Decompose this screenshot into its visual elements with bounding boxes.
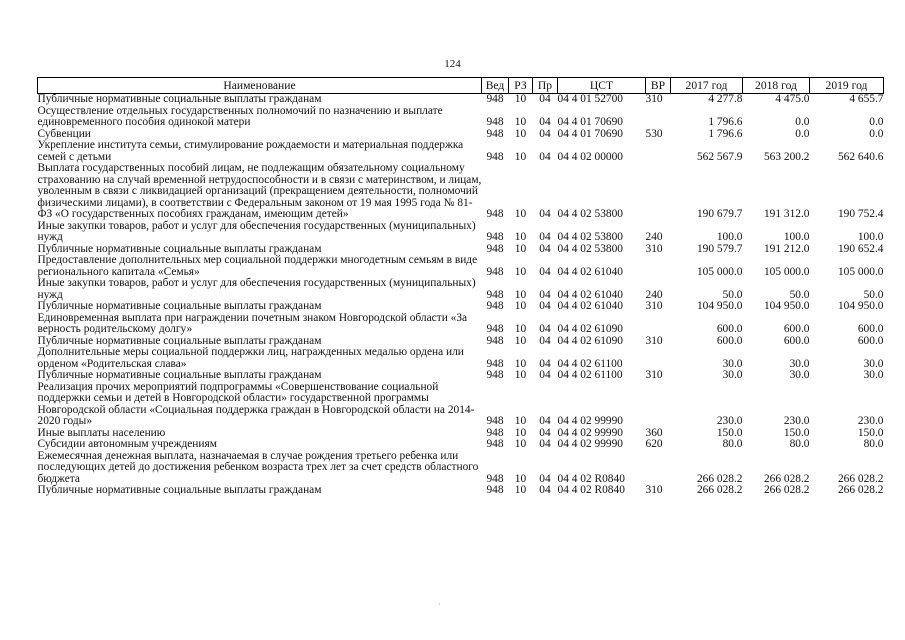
cell-name: Выплата государственных пособий лицам, не подлежащим обязательному социальному страхованию на случай временной нетрудоспособности и в связи с материнством, и лицам, уволенным в связи с ликвидацией организаций (прекращением деятельности, полномочий физическими лицами), в соответствии с Федеральным законом от 19 мая 1995 года № 81-ФЗ «О государственных пособиях гражданам, имеющим детей»	[37, 162, 482, 220]
cell-y2017: 80.0	[722, 438, 743, 450]
cell-y2018: 563 200.2	[763, 150, 810, 163]
cell-name: Публичные нормативные социальные выплаты гражданам	[37, 93, 322, 105]
cell-y2017: 600.0	[716, 323, 743, 335]
cell-ved: 948	[486, 438, 504, 450]
cell-y2019: 30.0	[863, 369, 884, 381]
cell-vr	[646, 347, 671, 370]
cell-cst: 04 4 02 R0840	[557, 484, 625, 496]
cell-pr: 04	[539, 426, 551, 439]
page-number: 124	[444, 58, 461, 70]
cell-vr	[646, 140, 671, 163]
cell-vr	[646, 451, 671, 486]
cell-cst: 04 4 02 00000	[557, 150, 623, 163]
scan-mark: ·	[438, 600, 441, 609]
cell-rz: 10	[514, 369, 527, 381]
cell-y2019: 230.0	[857, 415, 884, 427]
cell-pr: 04	[539, 116, 551, 128]
header-ved: Вед	[482, 78, 509, 94]
cell-pr: 04	[539, 484, 551, 496]
cell-name: Публичные нормативные социальные выплаты гражданам	[37, 300, 322, 312]
cell-y2017: 230.0	[716, 415, 743, 427]
cell-y2019: 190 752.4	[837, 208, 884, 220]
cell-pr: 04	[539, 415, 551, 427]
table-header	[38, 78, 884, 94]
cell-rz: 10	[514, 357, 527, 370]
table-row	[38, 106, 884, 129]
cell-y2019: 150.0	[857, 426, 884, 439]
cell-rz: 10	[514, 242, 527, 255]
table-row	[38, 221, 884, 244]
header-name: Наименование	[38, 78, 482, 94]
cell-name: Предоставление дополнительных мер социальной поддержки многодетным семьям в виде регионального капитала «Семья»	[37, 254, 478, 278]
cell-y2018: 105 000.0	[763, 265, 810, 278]
cell-rz: 10	[514, 300, 527, 312]
cell-vr	[646, 106, 671, 129]
cell-cst: 04 4 02 53800	[557, 208, 623, 220]
cell-cst: 04 4 01 70690	[557, 116, 623, 128]
table-row	[38, 439, 884, 451]
cell-y2017: 150.0	[716, 426, 743, 439]
cell-name: Иные закупки товаров, работ и услуг для обеспечения государственных (муниципальных) нужд	[37, 277, 476, 301]
cell-pr: 04	[539, 208, 551, 220]
cell-y2017: 104 950.0	[696, 300, 743, 312]
cell-ved: 948	[486, 93, 504, 105]
cell-y2018: 0.0	[795, 127, 810, 140]
cell-rz: 10	[514, 472, 527, 485]
cell-y2017: 100.0	[716, 231, 743, 243]
cell-pr: 04	[539, 323, 551, 335]
cell-vr: 310	[645, 484, 663, 496]
cell-vr: 240	[645, 231, 663, 243]
cell-y2017: 266 028.2	[696, 472, 743, 485]
cell-vr: 240	[645, 288, 663, 301]
cell-vr: 310	[645, 334, 663, 347]
cell-y2018: 230.0	[783, 415, 810, 427]
cell-y2018: 100.0	[783, 231, 810, 243]
cell-name: Публичные нормативные социальные выплаты гражданам	[37, 369, 322, 381]
cell-ved: 948	[486, 472, 504, 485]
header-2018: 2018 год	[743, 78, 810, 94]
cell-name: Реализация прочих мероприятий подпрограммы «Совершенствование социальной поддержки семьи и детей в Новгородской области» государственной программы Новгородской области «Социальная поддержка граждан в Новгородской области на 2014-2020 годы»	[37, 380, 475, 427]
cell-vr: 620	[645, 438, 663, 450]
table-row	[38, 301, 884, 313]
cell-name: Единовременная выплата при награждении почетным знаком Новгородской области «За верность родительскому долгу»	[37, 311, 468, 335]
table-row	[38, 370, 884, 382]
cell-name: Публичные нормативные социальные выплаты гражданам	[37, 334, 322, 347]
cell-ved: 948	[486, 208, 504, 220]
cell-vr	[646, 382, 671, 428]
cell-y2017: 266 028.2	[696, 484, 743, 496]
cell-y2019: 30.0	[863, 357, 884, 370]
cell-pr: 04	[539, 357, 551, 370]
cell-rz: 10	[514, 116, 527, 128]
cell-ved: 948	[486, 334, 504, 347]
table-row	[38, 255, 884, 278]
cell-rz: 10	[514, 150, 527, 163]
cell-rz: 10	[514, 323, 527, 335]
cell-y2018: 191 312.0	[763, 208, 810, 220]
cell-rz: 10	[514, 415, 527, 427]
cell-ved: 948	[486, 242, 504, 255]
cell-y2017: 30.0	[722, 369, 743, 381]
cell-vr	[646, 313, 671, 336]
cell-y2017: 50.0	[722, 288, 743, 301]
cell-cst: 04 4 02 61040	[557, 288, 623, 301]
cell-ved: 948	[486, 127, 504, 140]
budget-table	[37, 77, 884, 497]
cell-ved: 948	[486, 426, 504, 439]
cell-y2019: 266 028.2	[837, 472, 884, 485]
cell-y2017: 1 796.6	[708, 116, 743, 128]
cell-name: Дополнительные меры социальной поддержки лиц, награжденных медалью ордена или орденом «Родительская слава»	[37, 346, 464, 370]
cell-vr: 310	[645, 300, 663, 312]
cell-cst: 04 4 02 53800	[557, 242, 623, 255]
cell-y2019: 600.0	[857, 323, 884, 335]
cell-pr: 04	[539, 127, 551, 140]
cell-rz: 10	[514, 265, 527, 278]
cell-rz: 10	[514, 484, 527, 496]
cell-y2019: 0.0	[869, 127, 884, 140]
cell-cst: 04 4 02 R0840	[557, 472, 625, 485]
cell-ved: 948	[486, 116, 504, 128]
cell-name: Субвенции	[37, 127, 91, 140]
cell-vr: 310	[645, 242, 663, 255]
cell-y2018: 80.0	[789, 438, 810, 450]
cell-name: Укрепление института семьи, стимулирование рождаемости и материальная поддержка семей с детьми	[37, 139, 464, 163]
cell-vr: 310	[645, 93, 663, 105]
cell-cst: 04 4 02 99990	[557, 438, 623, 450]
cell-ved: 948	[486, 369, 504, 381]
cell-ved: 948	[486, 300, 504, 312]
cell-ved: 948	[486, 484, 504, 496]
cell-cst: 04 4 02 61100	[557, 357, 623, 370]
cell-name: Осуществление отдельных государственных полномочий по назначению и выплате единовременного пособия одинокой матери	[37, 104, 443, 128]
cell-y2018: 266 028.2	[763, 472, 810, 485]
cell-y2018: 266 028.2	[763, 484, 810, 496]
cell-pr: 04	[539, 288, 551, 301]
cell-y2019: 105 000.0	[837, 265, 884, 278]
cell-rz: 10	[514, 426, 527, 439]
cell-cst: 04 4 02 53800	[557, 231, 623, 243]
header-2017: 2017 год	[671, 78, 743, 94]
cell-ved: 948	[486, 231, 504, 243]
cell-rz: 10	[514, 208, 527, 220]
cell-y2019: 100.0	[857, 231, 884, 243]
cell-name: Иные выплаты населению	[37, 426, 166, 439]
table-row	[38, 347, 884, 370]
cell-cst: 04 4 02 61040	[557, 300, 623, 312]
table-row	[38, 163, 884, 221]
cell-y2017: 30.0	[722, 357, 743, 370]
cell-vr: 360	[645, 426, 663, 439]
cell-name: Публичные нормативные социальные выплаты гражданам	[37, 242, 322, 255]
table-row	[38, 313, 884, 336]
cell-y2018: 30.0	[789, 357, 810, 370]
cell-ved: 948	[486, 357, 504, 370]
cell-y2019: 4 655.7	[849, 93, 884, 105]
cell-vr	[646, 163, 671, 221]
cell-y2018: 191 212.0	[763, 242, 810, 255]
cell-y2017: 1 796.6	[708, 127, 743, 140]
cell-pr: 04	[539, 265, 551, 278]
header-rz: РЗ	[509, 78, 533, 94]
cell-y2019: 266 028.2	[837, 484, 884, 496]
cell-cst: 04 4 01 52700	[557, 93, 623, 105]
table-row	[38, 94, 884, 106]
cell-vr: 530	[645, 127, 663, 140]
table-body	[38, 94, 884, 497]
cell-y2018: 50.0	[789, 288, 810, 301]
cell-y2017: 600.0	[716, 334, 743, 347]
cell-rz: 10	[514, 334, 527, 347]
cell-y2017: 4 277.8	[708, 93, 743, 105]
cell-name: Иные закупки товаров, работ и услуг для обеспечения государственных (муниципальных) нужд	[37, 219, 476, 243]
cell-pr: 04	[539, 472, 551, 485]
cell-name: Субсидии автономным учреждениям	[37, 438, 217, 450]
cell-y2019: 104 950.0	[837, 300, 884, 312]
cell-y2018: 30.0	[789, 369, 810, 381]
cell-y2019: 80.0	[863, 438, 884, 450]
cell-rz: 10	[514, 231, 527, 243]
table-row	[38, 278, 884, 301]
header-pr: Пр	[533, 78, 558, 94]
table-row	[38, 140, 884, 163]
cell-cst: 04 4 02 61100	[557, 369, 623, 381]
cell-pr: 04	[539, 438, 551, 450]
cell-pr: 04	[539, 369, 551, 381]
cell-rz: 10	[514, 438, 527, 450]
cell-name: Публичные нормативные социальные выплаты гражданам	[37, 484, 322, 496]
cell-ved: 948	[486, 415, 504, 427]
cell-cst: 04 4 02 61040	[557, 265, 623, 278]
cell-cst: 04 4 02 99990	[557, 415, 623, 427]
cell-ved: 948	[486, 323, 504, 335]
cell-ved: 948	[486, 150, 504, 163]
cell-y2017: 190 679.7	[696, 208, 743, 220]
cell-cst: 04 4 01 70690	[557, 127, 623, 140]
header-cst: ЦСТ	[558, 78, 646, 94]
cell-cst: 04 4 02 61090	[557, 334, 623, 347]
cell-y2018: 104 950.0	[763, 300, 810, 312]
cell-y2019: 0.0	[869, 116, 884, 128]
cell-pr: 04	[539, 231, 551, 243]
cell-y2017: 105 000.0	[696, 265, 743, 278]
cell-y2019: 600.0	[857, 334, 884, 347]
cell-ved: 948	[486, 288, 504, 301]
cell-y2017: 562 567.9	[696, 150, 743, 163]
cell-y2018: 0.0	[795, 116, 810, 128]
cell-pr: 04	[539, 150, 551, 163]
cell-y2019: 50.0	[863, 288, 884, 301]
cell-y2018: 600.0	[783, 334, 810, 347]
cell-y2018: 600.0	[783, 323, 810, 335]
cell-rz: 10	[514, 93, 527, 105]
cell-cst: 04 4 02 99990	[557, 426, 623, 439]
cell-pr: 04	[539, 334, 551, 347]
cell-vr	[646, 255, 671, 278]
cell-y2017: 190 579.7	[696, 242, 743, 255]
cell-rz: 10	[514, 288, 527, 301]
cell-pr: 04	[539, 242, 551, 255]
cell-y2019: 190 652.4	[837, 242, 884, 255]
cell-rz: 10	[514, 127, 527, 140]
cell-name: Ежемесячная денежная выплата, назначаемая в случае рождения третьего ребенка или последующих детей до достижения ребенком возраста трех лет за счет средств областного бюджета	[37, 449, 479, 485]
table-row	[38, 451, 884, 486]
cell-y2019: 562 640.6	[837, 150, 884, 163]
table-row	[38, 485, 884, 497]
cell-pr: 04	[539, 93, 551, 105]
header-vr: ВР	[646, 78, 671, 94]
cell-y2018: 150.0	[783, 426, 810, 439]
cell-vr: 310	[645, 369, 663, 381]
cell-cst: 04 4 02 61090	[557, 323, 623, 335]
cell-y2018: 4 475.0	[775, 93, 810, 105]
header-2019: 2019 год	[810, 78, 884, 94]
cell-pr: 04	[539, 300, 551, 312]
table-row	[38, 382, 884, 428]
cell-ved: 948	[486, 265, 504, 278]
